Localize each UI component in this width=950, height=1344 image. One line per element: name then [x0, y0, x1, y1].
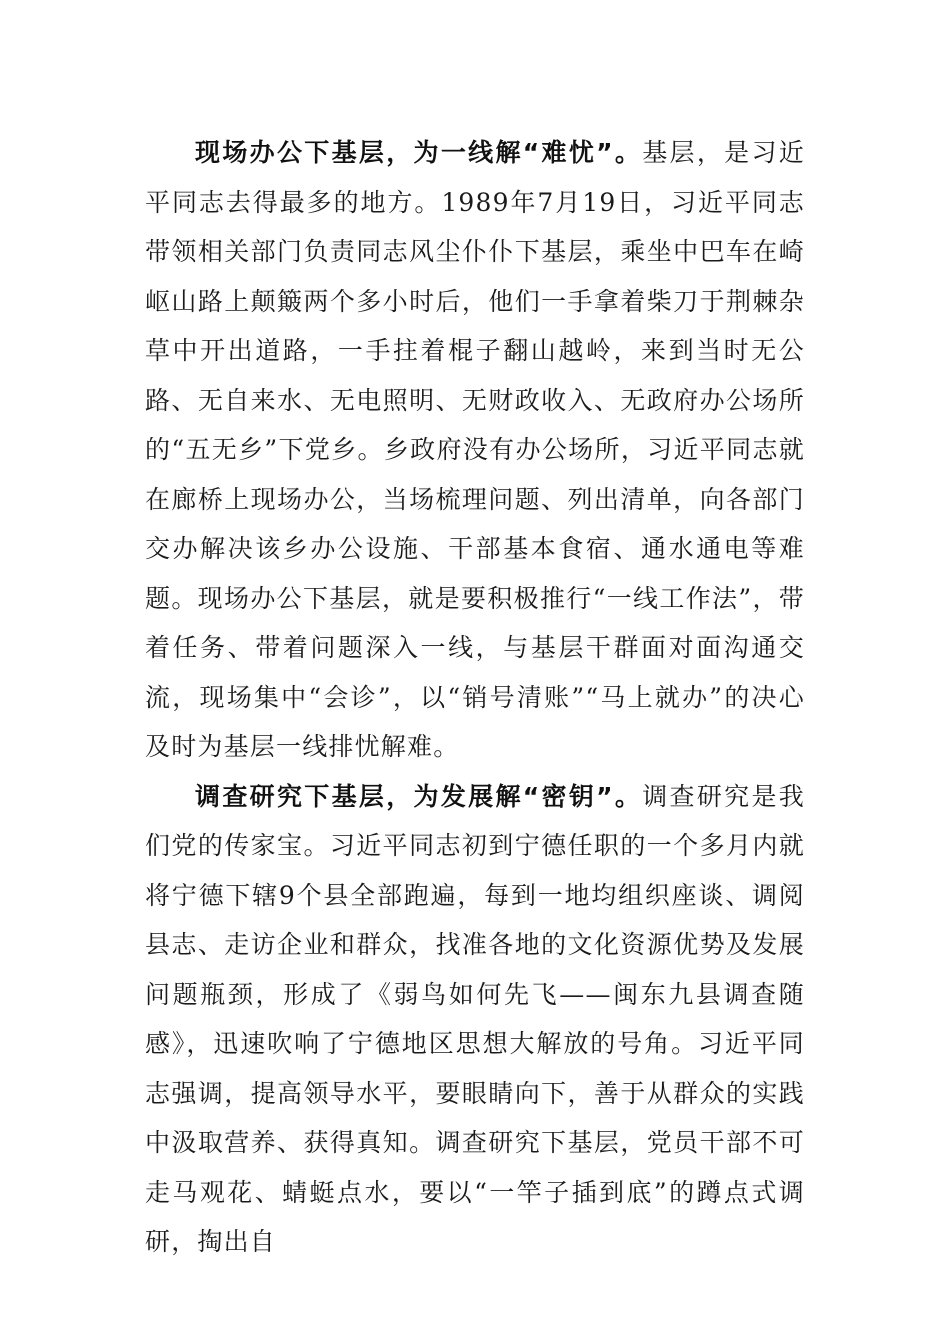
paragraph-body: 基层，是习近平同志去得最多的地方。1989年7月19日，习近平同志带领相关部门负责同志风尘仆仆下基层，乘坐中巴车在崎岖山路上颠簸两个多小时后，他们一手拿着柴刀于荆棘杂草中开出道路，一手拄着棍子翻山越岭，来到当时无公路、无自来水、无电照明、无财政收入、无政府办公场所的“五无乡”下党乡。乡政府没有办公场所，习近平同志就在廊桥上现场办公，当场梳理问题、列出清单，向各部门交办解决该乡办公设施、干部基本食宿、通水通电等难题。现场办公下基层，就是要积极推行“一线工作法”，带着任务、带着问题深入一线，与基层干群面对面沟通交流，现场集中“会诊”，以“销号清账”“马上就办”的决心及时为基层一线排忧解难。 [145, 138, 805, 761]
paragraph-investigation-research [145, 772, 805, 1267]
paragraph-body: 调查研究是我们党的传家宝。习近平同志初到宁德任职的一个多月内就将宁德下辖9个县全部跑遍，每到一地均组织座谈、调阅县志、走访企业和群众，找准各地的文化资源优势及发展问题瓶颈，形成了《弱鸟如何先飞——闽东九县调查随感》，迅速吹响了宁德地区思想大解放的号角。习近平同志强调，提高领导水平，要眼睛向下，善于从群众的实践中汲取营养、获得真知。调查研究下基层，党员干部不可走马观花、蜻蜓点水，要以“一竿子插到底”的蹲点式调研，掏出自 [145, 781, 805, 1256]
paragraph-heading: 现场办公下基层，为一线解“难忧”。 [195, 138, 643, 167]
paragraph-onsite-office [145, 128, 805, 772]
paragraph-heading: 调查研究下基层，为发展解“密钥”。 [195, 781, 643, 811]
document-page [145, 128, 805, 1267]
